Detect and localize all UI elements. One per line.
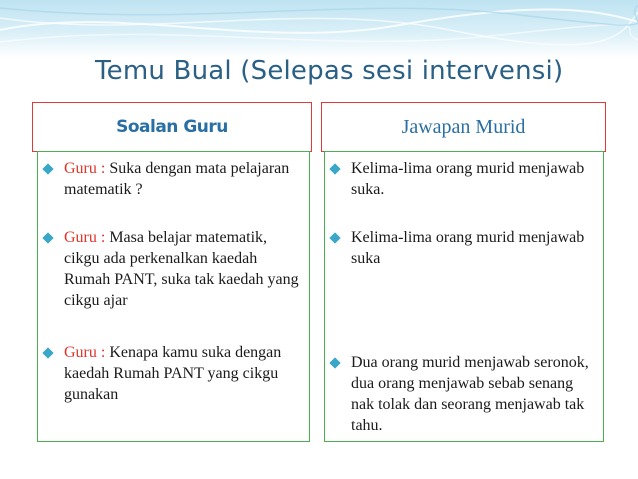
diamond-bullet-icon: [42, 347, 53, 358]
diamond-bullet-icon: [42, 163, 53, 174]
answer-item: [325, 227, 599, 269]
answer-text: Kelima-lima orang murid menjawab suka.: [351, 160, 585, 198]
answer-text: Dua orang murid menjawab seronok, dua orang menjawab sebab senang nak tolak dan seorang menjawab tak tahu.: [351, 354, 589, 434]
decorative-banner: [0, 0, 638, 58]
question-speaker: Guru :: [64, 160, 106, 177]
slide-title: Temu Bual (Selepas sesi intervensi): [95, 56, 564, 86]
header-left-label: Soalan Guru: [116, 117, 228, 137]
question-text: Suka dengan mata pelajaran matematik ?: [64, 160, 290, 198]
question-speaker: Guru :: [64, 229, 106, 246]
header-soalan-guru: [32, 102, 312, 152]
wave-decoration: [0, 0, 638, 58]
diamond-bullet-icon: [329, 357, 340, 368]
header-jawapan-murid: [321, 102, 606, 152]
question-item: [38, 158, 305, 200]
diamond-bullet-icon: [329, 163, 340, 174]
header-right-label: Jawapan Murid: [401, 115, 526, 138]
questions-column: [37, 151, 310, 442]
answer-item: [325, 352, 599, 436]
diamond-bullet-icon: [329, 232, 340, 243]
answer-text: Kelima-lima orang murid menjawab suka: [351, 229, 585, 267]
diamond-bullet-icon: [42, 232, 53, 243]
question-item: [38, 227, 305, 311]
answer-item: [325, 158, 599, 200]
answers-column: [324, 151, 604, 442]
question-speaker: Guru :: [64, 344, 106, 361]
question-item: [38, 342, 305, 405]
question-text: Masa belajar matematik, cikgu ada perkenalkan kaedah Rumah PANT, suka tak kaedah yang cikgu ajar: [64, 229, 299, 309]
question-text: Kenapa kamu suka dengan kaedah Rumah PANT yang cikgu gunakan: [64, 344, 282, 403]
